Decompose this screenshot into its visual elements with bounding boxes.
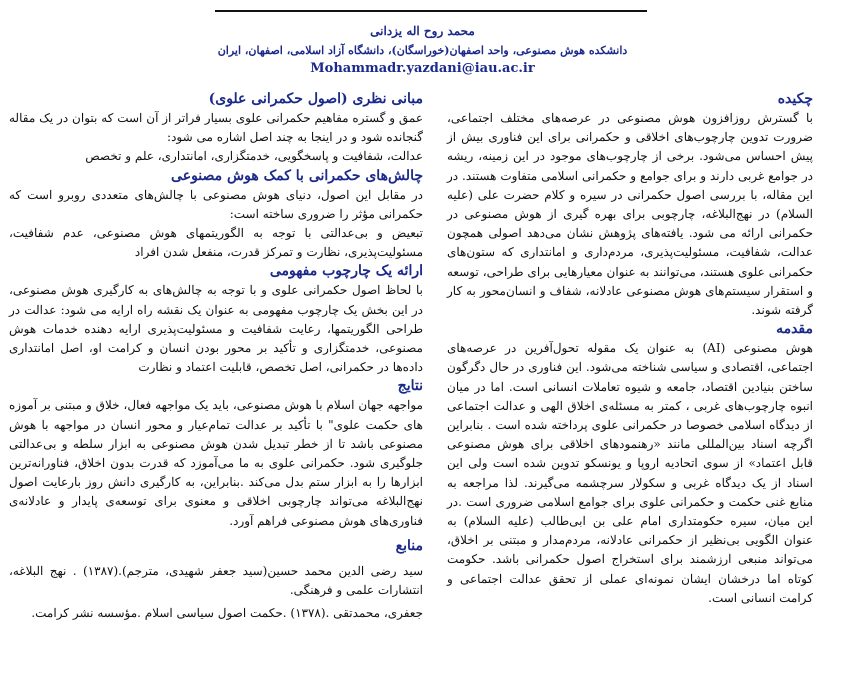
results-text: مواجهه جهان اسلام با هوش مصنوعی، باید یک مواجهه فعال، خلاق و مبتنی بر آموزه های حکمت علوی" با تأکید بر عدالت تمام‌عیار و محور انسان در مواجهه با هوش مصنوعی باشد تا از خطر تبدیل شدن هوش مصنوعی به ابزار سلطه و بی‌عدالتی جلوگیری شود. حکمرانی علوی به ما می‌آموزد که قدرت بدون اخلاق، فناورانه‌ترین ابزارها را به ابزار ستم بدل می‌کند .بنابراین، به کارگیری دانش روز بارعایت اصول نهج‌البلاغه می‌تواند چارچوبی اخلاقی و معنوی برای توسعه‌ی پایدار و عادلانه‌ی فناوری‌های هوش مصنوعی فراهم آورد. (9, 398, 423, 528)
challenges-list: تبعیض و بی‌عدالتی با توجه به الگوریتمهای هوش مصنوعی، عدم شفافیت، مسئولیت‌پذیری، نظارت و تمرکز قدرت، منفعل شدن افراد (9, 226, 423, 260)
abstract-text: با گسترش روزافزون هوش مصنوعی در عرصه‌های مختلف اجتماعی، ضرورت تدوین چارچوب‌های اخلاقی و حکمرانی برای این فناوری بیش از پیش احساس می‌شود. برخی از چارچوب‌های موجود در این زمینه، ریشه در جوامع غربی دارند و برای جوامع و حکمرانی اسلامی متفاوت هستند. در این مقاله، با بررسی اصول حکمرانی در سیره و کلام حضرت علی (علیه السلام) در نهج‌البلاغه، چارچوبی برای بهره گیری از هوش مصنوعی در حکمرانی ارائه می شود. یافته‌های پژوهش نشان می‌دهد اصولی همچون عدالت، شفافیت، مسئولیت‌پذیری، مردم‌داری و امانتداری که ستون‌های حکمرانی علوی هستند، می‌توانند به عنوان معیارهایی برای طراحی، توسعه و استقرار سیستم‌های هوش مصنوعی عادلانه، شفاف و انسان‌محور به کار گرفته شوند. (447, 111, 813, 318)
abstract-heading: چکیده (777, 91, 813, 107)
author-affiliation: دانشکده هوش مصنوعی، واحد اصفهان(خوراسگان)، دانشگاه آزاد اسلامی، اصفهان، ایران (217, 44, 628, 57)
reference-item: جعفری، محمدتقی .(۱۳۷۸) .حکمت اصول سیاسی اسلام .مؤسسه نشر کرامت. (31, 606, 423, 621)
references-heading: منابع (395, 537, 423, 554)
intro-heading: مقدمه (776, 321, 813, 338)
theory-text: عمق و گستره مفاهیم حکمرانی علوی بسیار فراتر از آن است که بتوان در یک مقاله گنجانده شود و در اینجا به چند اصل اشاره می شود: (9, 111, 423, 145)
challenges-heading: چالش‌های حکمرانی با کمک هوش مصنوعی (171, 167, 423, 184)
theory-principles: عدالت، شفافیت و پاسخگویی، خدمتگزاری، امانتداری، علم و تخصص (85, 149, 423, 164)
right-column (447, 90, 813, 608)
left-column (9, 90, 423, 627)
reference-item: سید رضی الدین محمد حسین(سید جعفر شهیدی، مترجم).(۱۳۸۷) . نهج البلاغه، انتشارات علمی و فرهنگی. (9, 563, 423, 598)
results-heading: نتایج (397, 378, 423, 395)
framework-text: با لحاظ اصول حکمرانی علوی و با توجه به چالش‌های به کارگیری هوش مصنوعی، در این بخش یک چارچوب مفهومی به عنوان یک نقشه راه ارایه می شود: عدالت در طراحی الگوریتمها، رعایت شفافیت و مسئولیت‌پذیری ارایه دهنده خدمات هوش مصنوعی، خدمتگزاری و تأکید بر محور بودن انسان و کرامت او، اصل امانتداری داده‌ها در حکمرانی، اصل تخصص، قابلیت اعتماد و نظارت (9, 283, 423, 375)
challenges-text: در مقابل این اصول، دنیای هوش مصنوعی با چالش‌های متعددی روبرو است که حکمرانی مؤثر را ضروری ساخته است: (9, 187, 423, 221)
top-rule (215, 10, 647, 12)
framework-heading: ارائه یک چارچوب مفهومی (269, 263, 423, 280)
author-email[interactable]: Mohammadr.yazdani@iau.ac.ir (310, 61, 535, 76)
theory-heading: مبانی نظری (اصول حکمرانی علوی) (208, 91, 423, 107)
intro-text: هوش مصنوعی (AI) به عنوان یک مقوله تحول‌آفرین در عرصه‌های اجتماعی، اقتصادی و سیاسی شناخته می‌شود. این فناوری در حال دگرگون ساختن بنیادین اقتصاد، جامعه و شیوه تعاملات انسانی است. اما در میان انبوه چارچوب‌های غربی ، کمتر به مسئله‌ی اخلاق الهی و عدالت اجتماعی از دیدگاه اسلامی خصوصا در حکمرانی علوی پرداخته شده است . بنابراین اگرچه اسناد بین‌المللی مانند «رهنمودهای اخلاقی برای هوش مصنوعی قابل اعتماد» از سوی اتحادیه اروپا و یونسکو تدوین شده است ولی این اسناد از یک دیدگاه غربی و سکولار سرچشمه می‌گیرند. لذا مراجعه به منابع غنی حکمت و حکمرانی علوی برای جوامع اسلامی ضروری است .در این میان، سیره حکومتداری امام علی بن ابی‌طالب (علیه السلام) به عنوان الگویی بی‌نظیر از حکمرانی عادلانه، مردم‌مدار و مبتنی بر اخلاق، می‌تواند منبعی ارزشمند برای استخراج اصول حکمرانی باشد. حکومت کوتاه اما درخشان ایشان نمونه‌ای عملی از تحقق عدالت اجتماعی و کرامت انسانی است. (447, 341, 813, 605)
author-name: محمد روح اله یزدانی (370, 24, 475, 38)
